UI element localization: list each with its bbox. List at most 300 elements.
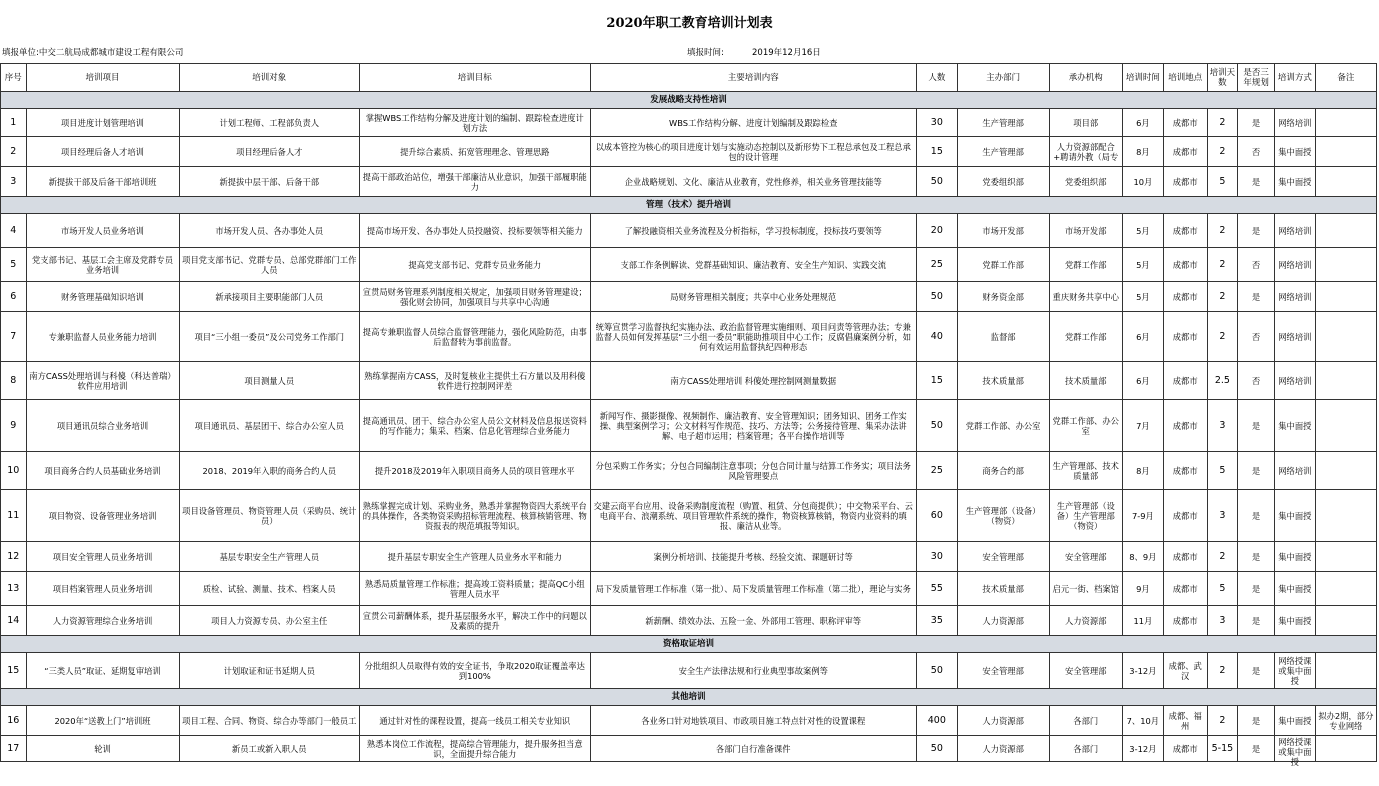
section-title[interactable]: 资格取证培训	[1, 636, 1377, 653]
cell-time[interactable]	[1122, 572, 1163, 606]
cell-text: 是	[1251, 291, 1261, 302]
cell-org[interactable]	[1049, 362, 1122, 400]
cell-text: 50	[930, 664, 943, 676]
section-title[interactable]: 发展战略支持性培训	[1, 92, 1377, 109]
cell-text: 各业务口针对地铁项目、市政项目施工特点针对性的设置课程	[641, 715, 866, 726]
cell-content[interactable]	[590, 312, 916, 362]
col-header[interactable]: 培训方式	[1274, 64, 1315, 92]
cell-place[interactable]	[1163, 542, 1207, 572]
cell-dept[interactable]	[957, 653, 1049, 689]
cell-goal[interactable]	[360, 490, 591, 542]
cell-plan[interactable]	[1238, 606, 1275, 636]
cell-project[interactable]	[26, 653, 179, 689]
cell-place[interactable]	[1163, 736, 1207, 762]
cell-people[interactable]	[916, 282, 957, 312]
cell-content[interactable]	[590, 362, 916, 400]
cell-no[interactable]	[1, 452, 27, 490]
cell-text: 重庆财务共享中心	[1052, 291, 1119, 302]
cell-no[interactable]	[1, 572, 27, 606]
table-row	[1, 490, 1377, 542]
section-title[interactable]: 其他培训	[1, 689, 1377, 706]
cell-place[interactable]	[1163, 653, 1207, 689]
cell-text: 人力资源部	[982, 743, 1024, 754]
cell-people[interactable]	[916, 542, 957, 572]
cell-mode[interactable]	[1274, 736, 1315, 767]
cell-people[interactable]	[916, 736, 957, 762]
cell-note[interactable]	[1315, 490, 1376, 542]
cell-no[interactable]	[1, 109, 27, 137]
cell-project[interactable]	[26, 109, 179, 137]
cell-goal[interactable]	[360, 109, 591, 137]
cell-content[interactable]	[590, 248, 916, 282]
cell-text: 14	[7, 614, 20, 626]
cell-note[interactable]	[1315, 312, 1376, 362]
cell-target[interactable]	[179, 312, 360, 362]
cell-time[interactable]	[1122, 736, 1163, 762]
cell-text: “三类人员”取证、延期复审培训	[44, 665, 161, 676]
cell-place[interactable]	[1163, 312, 1207, 362]
cell-mode[interactable]	[1274, 452, 1315, 490]
cell-mode[interactable]	[1274, 282, 1315, 312]
cell-days[interactable]	[1207, 452, 1238, 490]
cell-place[interactable]	[1163, 282, 1207, 312]
cell-people[interactable]	[916, 653, 957, 689]
cell-no[interactable]	[1, 706, 27, 736]
cell-project[interactable]	[26, 282, 179, 312]
cell-note[interactable]	[1315, 736, 1376, 762]
cell-mode[interactable]	[1274, 606, 1315, 636]
cell-project[interactable]	[26, 137, 179, 167]
cell-text: 9	[10, 419, 17, 431]
cell-project[interactable]	[26, 312, 179, 362]
cell-text: 生产管理部（设备）生产管理部（物资）	[1056, 500, 1115, 531]
cell-people[interactable]	[916, 362, 957, 400]
cell-goal[interactable]	[360, 653, 591, 689]
cell-project[interactable]	[26, 606, 179, 636]
cell-mode[interactable]	[1274, 362, 1315, 400]
cell-target[interactable]	[179, 282, 360, 312]
cell-note[interactable]	[1315, 362, 1376, 400]
cell-goal[interactable]	[360, 452, 591, 490]
cell-time[interactable]	[1122, 606, 1163, 636]
cell-org[interactable]	[1049, 400, 1122, 452]
cell-target[interactable]	[179, 606, 360, 636]
cell-days[interactable]	[1207, 653, 1238, 689]
cell-text: 50	[930, 419, 943, 431]
cell-text: 人力资源管理综合业务培训	[52, 615, 153, 626]
cell-dept[interactable]	[957, 248, 1049, 282]
cell-target[interactable]	[179, 572, 360, 606]
cell-no[interactable]	[1, 490, 27, 542]
cell-note[interactable]	[1315, 214, 1376, 248]
cell-dept[interactable]	[957, 736, 1049, 762]
cell-goal[interactable]	[360, 606, 591, 636]
cell-no[interactable]	[1, 167, 27, 197]
cell-dept[interactable]	[957, 312, 1049, 362]
cell-content[interactable]	[590, 137, 916, 167]
cell-org[interactable]	[1049, 653, 1122, 689]
cell-note[interactable]	[1315, 452, 1376, 490]
cell-time[interactable]	[1122, 248, 1163, 282]
cell-note[interactable]	[1315, 137, 1376, 167]
cell-content[interactable]	[590, 452, 916, 490]
cell-text: 10月	[1133, 176, 1153, 187]
cell-no[interactable]	[1, 736, 27, 762]
cell-mode[interactable]	[1274, 490, 1315, 542]
cell-time[interactable]	[1122, 400, 1163, 452]
col-header[interactable]: 培训时间	[1122, 64, 1163, 92]
cell-place[interactable]	[1163, 400, 1207, 452]
col-header[interactable]: 培训目标	[360, 64, 591, 92]
cell-content[interactable]	[590, 400, 916, 452]
cell-people[interactable]	[916, 572, 957, 606]
cell-dept[interactable]	[957, 572, 1049, 606]
cell-text: 11月	[1133, 615, 1153, 626]
cell-people[interactable]	[916, 706, 957, 736]
col-header[interactable]: 人数	[916, 64, 957, 92]
cell-content[interactable]	[590, 167, 916, 197]
cell-place[interactable]	[1163, 167, 1207, 197]
cell-org[interactable]	[1049, 736, 1122, 762]
table-row	[1, 400, 1377, 452]
col-header[interactable]: 培训地点	[1163, 64, 1207, 92]
cell-target[interactable]	[179, 137, 360, 167]
cell-target[interactable]	[179, 542, 360, 572]
cell-time[interactable]	[1122, 490, 1163, 542]
cell-place[interactable]	[1163, 109, 1207, 137]
cell-dept[interactable]	[957, 109, 1049, 137]
cell-no[interactable]	[1, 542, 27, 572]
cell-plan[interactable]	[1238, 452, 1275, 490]
cell-plan[interactable]	[1238, 572, 1275, 606]
cell-people[interactable]	[916, 490, 957, 542]
cell-text: 技术质量部	[982, 583, 1024, 594]
cell-text: 成都市	[1172, 331, 1198, 342]
cell-dept[interactable]	[957, 606, 1049, 636]
cell-mode[interactable]	[1274, 137, 1315, 167]
cell-dept[interactable]	[957, 282, 1049, 312]
cell-mode[interactable]	[1274, 400, 1315, 452]
cell-time[interactable]	[1122, 362, 1163, 400]
cell-place[interactable]	[1163, 452, 1207, 490]
cell-dept[interactable]	[957, 400, 1049, 452]
cell-days[interactable]	[1207, 137, 1238, 167]
cell-time[interactable]	[1122, 653, 1163, 689]
cell-mode[interactable]	[1274, 167, 1315, 197]
cell-dept[interactable]	[957, 452, 1049, 490]
table-row	[1, 653, 1377, 689]
cell-text: 新承接项目主要职能部门人员	[215, 291, 324, 302]
cell-note[interactable]	[1315, 248, 1376, 282]
cell-days[interactable]	[1207, 572, 1238, 606]
cell-org[interactable]	[1049, 167, 1122, 197]
cell-project[interactable]	[26, 167, 179, 197]
cell-text: 网络培训	[1278, 375, 1312, 386]
cell-target[interactable]	[179, 248, 360, 282]
cell-place[interactable]	[1163, 248, 1207, 282]
cell-time[interactable]	[1122, 282, 1163, 312]
cell-plan[interactable]	[1238, 362, 1275, 400]
cell-days[interactable]	[1207, 248, 1238, 282]
cell-days[interactable]	[1207, 606, 1238, 636]
cell-goal[interactable]	[360, 167, 591, 197]
cell-days[interactable]	[1207, 167, 1238, 197]
cell-goal[interactable]	[360, 282, 591, 312]
cell-goal[interactable]	[360, 312, 591, 362]
col-header[interactable]: 序号	[1, 64, 27, 92]
cell-dept[interactable]	[957, 706, 1049, 736]
col-header[interactable]: 备注	[1315, 64, 1376, 92]
cell-place[interactable]	[1163, 706, 1207, 736]
cell-time[interactable]	[1122, 706, 1163, 736]
cell-plan[interactable]	[1238, 706, 1275, 736]
cell-content[interactable]	[590, 542, 916, 572]
cell-org[interactable]	[1049, 490, 1122, 542]
cell-time[interactable]	[1122, 109, 1163, 137]
cell-dept[interactable]	[957, 542, 1049, 572]
cell-mode[interactable]	[1274, 214, 1315, 248]
cell-text: 30	[930, 550, 943, 562]
cell-no[interactable]	[1, 400, 27, 452]
cell-plan[interactable]	[1238, 248, 1275, 282]
section-title[interactable]: 管理（技术）提升培训	[1, 197, 1377, 214]
cell-content[interactable]	[590, 214, 916, 248]
cell-target[interactable]	[179, 109, 360, 137]
cell-place[interactable]	[1163, 490, 1207, 542]
cell-note[interactable]	[1315, 653, 1376, 689]
cell-text: 党群工作部、办公室	[1052, 415, 1119, 436]
cell-time[interactable]	[1122, 167, 1163, 197]
cell-days[interactable]	[1207, 542, 1238, 572]
cell-target[interactable]	[179, 362, 360, 400]
cell-content[interactable]	[590, 706, 916, 736]
cell-text: 成都市	[1172, 465, 1198, 476]
cell-text: 分批组织人员取得有效的安全证书，争取2020取证覆盖率达到100%	[364, 660, 585, 681]
cell-no[interactable]	[1, 312, 27, 362]
cell-note[interactable]	[1315, 606, 1376, 636]
cell-goal[interactable]	[360, 736, 591, 762]
cell-goal[interactable]	[360, 572, 591, 606]
cell-project[interactable]	[26, 400, 179, 452]
cell-text: 7-9月	[1131, 510, 1154, 521]
cell-target[interactable]	[179, 706, 360, 736]
cell-days[interactable]	[1207, 362, 1238, 400]
col-header[interactable]: 培训项目	[26, 64, 179, 92]
cell-no[interactable]	[1, 214, 27, 248]
cell-days[interactable]	[1207, 312, 1238, 362]
cell-content[interactable]	[590, 282, 916, 312]
cell-org[interactable]	[1049, 572, 1122, 606]
cell-content[interactable]	[590, 490, 916, 542]
cell-place[interactable]	[1163, 137, 1207, 167]
cell-org[interactable]	[1049, 706, 1122, 736]
col-header[interactable]: 培训对象	[179, 64, 360, 92]
cell-org[interactable]	[1049, 542, 1122, 572]
cell-text: 15	[930, 145, 943, 157]
cell-org[interactable]	[1049, 248, 1122, 282]
cell-content[interactable]	[590, 606, 916, 636]
cell-place[interactable]	[1163, 606, 1207, 636]
cell-people[interactable]	[916, 312, 957, 362]
cell-content[interactable]	[590, 653, 916, 689]
cell-goal[interactable]	[360, 137, 591, 167]
cell-target[interactable]	[179, 400, 360, 452]
cell-project[interactable]	[26, 736, 179, 762]
cell-text: 熟练掌握南方CASS，及时复核业主提供土石方量以及用科傻软件进行控制网评差	[364, 370, 586, 391]
cell-no[interactable]	[1, 606, 27, 636]
cell-org[interactable]	[1049, 214, 1122, 248]
cell-goal[interactable]	[360, 214, 591, 248]
cell-people[interactable]	[916, 452, 957, 490]
cell-org[interactable]	[1049, 282, 1122, 312]
cell-time[interactable]	[1122, 452, 1163, 490]
cell-text: 宣贯公司薪酬体系，提升基层服务水平，解决工作中的问题以及素质的提升	[362, 610, 587, 631]
cell-text: 50	[930, 290, 943, 302]
cell-plan[interactable]	[1238, 653, 1275, 689]
table-row	[1, 214, 1377, 248]
cell-org[interactable]	[1049, 452, 1122, 490]
cell-text: 项目档案管理人员业务培训	[52, 583, 153, 594]
cell-people[interactable]	[916, 400, 957, 452]
cell-days[interactable]	[1207, 736, 1238, 762]
cell-text: 熟悉本岗位工作流程，提高综合管理能力，提升服务担当意识，全面提升综合能力	[366, 738, 583, 759]
cell-dept[interactable]	[957, 362, 1049, 400]
cell-mode[interactable]	[1274, 542, 1315, 572]
cell-note[interactable]	[1315, 109, 1376, 137]
cell-goal[interactable]	[360, 706, 591, 736]
cell-target[interactable]	[179, 214, 360, 248]
cell-plan[interactable]	[1238, 312, 1275, 362]
cell-mode[interactable]	[1274, 572, 1315, 606]
cell-text: 7、10月	[1126, 715, 1160, 726]
cell-time[interactable]	[1122, 137, 1163, 167]
cell-mode[interactable]	[1274, 109, 1315, 137]
table-row	[1, 606, 1377, 636]
cell-text: 15	[930, 374, 943, 386]
cell-project[interactable]	[26, 214, 179, 248]
cell-note[interactable]	[1315, 400, 1376, 452]
cell-text: 是	[1251, 465, 1261, 476]
cell-project[interactable]	[26, 248, 179, 282]
cell-plan[interactable]	[1238, 400, 1275, 452]
cell-target[interactable]	[179, 167, 360, 197]
col-header[interactable]: 培训天数	[1207, 64, 1238, 92]
cell-days[interactable]	[1207, 490, 1238, 542]
cell-days[interactable]	[1207, 109, 1238, 137]
cell-project[interactable]	[26, 706, 179, 736]
cell-no[interactable]	[1, 362, 27, 400]
cell-goal[interactable]	[360, 400, 591, 452]
cell-people[interactable]	[916, 109, 957, 137]
cell-target[interactable]	[179, 490, 360, 542]
cell-target[interactable]	[179, 452, 360, 490]
unit-label: 填报单位:中交二航局成都城市建设工程有限公司	[2, 48, 184, 58]
cell-plan[interactable]	[1238, 736, 1275, 762]
cell-plan[interactable]	[1238, 167, 1275, 197]
cell-note[interactable]	[1315, 282, 1376, 312]
cell-mode[interactable]	[1274, 312, 1315, 362]
cell-dept[interactable]	[957, 490, 1049, 542]
cell-time[interactable]	[1122, 214, 1163, 248]
cell-people[interactable]	[916, 248, 957, 282]
cell-text: 提升基层专职安全生产管理人员业务水平和能力	[387, 551, 562, 562]
cell-org[interactable]	[1049, 606, 1122, 636]
cell-note[interactable]	[1315, 572, 1376, 606]
cell-note[interactable]	[1315, 542, 1376, 572]
cell-project[interactable]	[26, 452, 179, 490]
cell-time[interactable]	[1122, 542, 1163, 572]
cell-goal[interactable]	[360, 362, 591, 400]
cell-goal[interactable]	[360, 542, 591, 572]
cell-text: 2018、2019年入职的商务合约人员	[202, 465, 337, 476]
cell-plan[interactable]	[1238, 282, 1275, 312]
cell-dept[interactable]	[957, 214, 1049, 248]
cell-project[interactable]	[26, 572, 179, 606]
cell-target[interactable]	[179, 653, 360, 689]
cell-note[interactable]	[1315, 706, 1376, 736]
cell-no[interactable]	[1, 248, 27, 282]
cell-project[interactable]	[26, 490, 179, 542]
cell-mode[interactable]	[1274, 706, 1315, 736]
cell-people[interactable]	[916, 137, 957, 167]
cell-no[interactable]	[1, 282, 27, 312]
cell-plan[interactable]	[1238, 490, 1275, 542]
cell-content[interactable]	[590, 736, 916, 762]
cell-org[interactable]	[1049, 137, 1122, 167]
cell-text: WBS工作结构分解、进度计划编制及跟踪检查	[669, 117, 838, 128]
cell-place[interactable]	[1163, 214, 1207, 248]
cell-org[interactable]	[1049, 109, 1122, 137]
cell-people[interactable]	[916, 167, 957, 197]
cell-text: 新闻写作、摄影摄像、视频制作、廉洁教育、安全管理知识；团务知识、团务工作实操、典型案例学习；公文材料写作规范、技巧、方法等；公务接待管理、集采办法讲解、电子超市运用；档案管理；各平台操作培训等	[599, 410, 907, 441]
cell-dept[interactable]	[957, 137, 1049, 167]
col-header[interactable]: 主要培训内容	[590, 64, 916, 92]
cell-mode[interactable]	[1274, 248, 1315, 282]
cell-content[interactable]	[590, 109, 916, 137]
cell-dept[interactable]	[957, 167, 1049, 197]
cell-plan[interactable]	[1238, 542, 1275, 572]
col-header[interactable]: 承办机构	[1049, 64, 1122, 92]
cell-plan[interactable]	[1238, 109, 1275, 137]
cell-time[interactable]	[1122, 312, 1163, 362]
cell-target[interactable]	[179, 736, 360, 762]
cell-mode[interactable]	[1274, 653, 1315, 689]
cell-project[interactable]	[26, 542, 179, 572]
cell-org[interactable]	[1049, 312, 1122, 362]
cell-plan[interactable]	[1238, 214, 1275, 248]
cell-text: 6月	[1136, 117, 1150, 128]
cell-place[interactable]	[1163, 572, 1207, 606]
cell-note[interactable]	[1315, 167, 1376, 197]
cell-no[interactable]	[1, 137, 27, 167]
cell-project[interactable]	[26, 362, 179, 400]
cell-days[interactable]	[1207, 400, 1238, 452]
cell-text: 项目测量人员	[244, 375, 295, 386]
cell-plan[interactable]	[1238, 137, 1275, 167]
cell-goal[interactable]	[360, 248, 591, 282]
cell-people[interactable]	[916, 606, 957, 636]
cell-no[interactable]	[1, 653, 27, 689]
cell-days[interactable]	[1207, 214, 1238, 248]
col-header[interactable]: 是否三年规划	[1238, 64, 1275, 92]
cell-days[interactable]	[1207, 282, 1238, 312]
col-header[interactable]: 主办部门	[957, 64, 1049, 92]
cell-people[interactable]	[916, 214, 957, 248]
cell-text: 3-12月	[1129, 743, 1157, 754]
cell-days[interactable]	[1207, 706, 1238, 736]
cell-place[interactable]	[1163, 362, 1207, 400]
cell-content[interactable]	[590, 572, 916, 606]
